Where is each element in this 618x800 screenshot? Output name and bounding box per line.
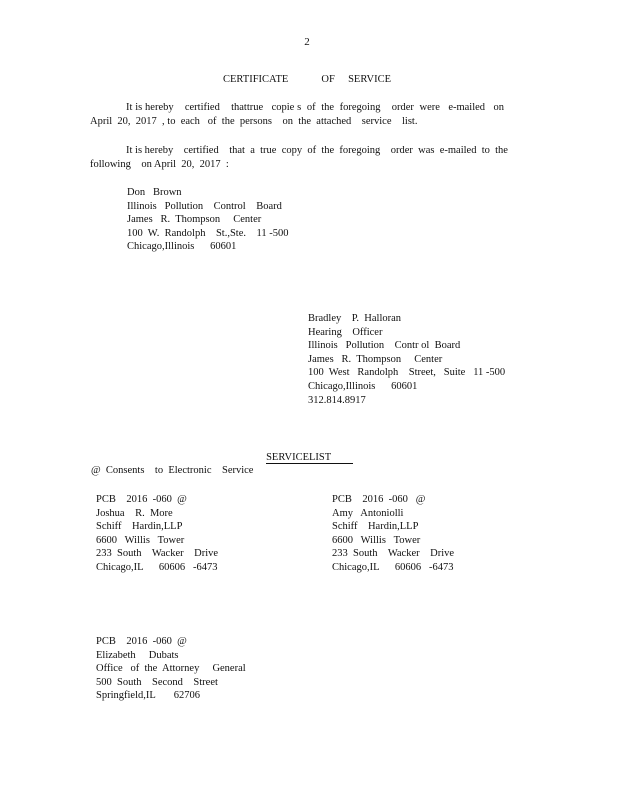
contact-line: 233 South Wacker Drive bbox=[96, 548, 219, 560]
service-list-title bbox=[0, 437, 614, 464]
paragraph-line: following on April 20, 2017 : bbox=[90, 158, 229, 170]
paragraph-line: It is hereby certified that a true copy of the foregoing order was e-mailed to the bbox=[126, 145, 508, 156]
signature-line: 100 West Randolph Street, Suite 11 -500 bbox=[308, 367, 506, 379]
signature-block bbox=[308, 312, 505, 407]
contact-line: 6600 Willis Tower bbox=[96, 534, 185, 546]
signature-line: Bradley P. Halloran bbox=[308, 313, 402, 324]
address-line: Chicago,Illinois 60601 bbox=[127, 241, 237, 253]
contact-line: Springfield,IL 62706 bbox=[96, 690, 201, 702]
signature-line: James R. Thompson Center bbox=[308, 353, 443, 365]
signature-line: 312.814.8917 bbox=[308, 394, 366, 406]
contact-line: 6600 Willis Tower bbox=[332, 534, 421, 546]
contact-line: Schiff Hardin,LLP bbox=[332, 521, 419, 533]
page-number: 2 bbox=[304, 36, 310, 48]
certificate-title: CERTIFICATE OF SERVICE bbox=[223, 74, 391, 85]
contact-line: Office of the Attorney General bbox=[96, 663, 246, 675]
contact-line: PCB 2016 -060 @ bbox=[96, 636, 187, 647]
service-contact bbox=[96, 493, 218, 575]
contact-line: Chicago,IL 60606 -6473 bbox=[332, 561, 454, 573]
contact-line: Elizabeth Dubats bbox=[96, 649, 179, 661]
contact-line: Amy Antoniolli bbox=[332, 507, 404, 519]
address-line: James R. Thompson Center bbox=[127, 214, 262, 226]
service-list-title-text: SERVICELIST bbox=[266, 452, 353, 464]
certificate-paragraph-2 bbox=[90, 144, 508, 171]
contact-line: Chicago,IL 60606 -6473 bbox=[96, 561, 218, 573]
signature-line: Illinois Pollution Contr ol Board bbox=[308, 340, 461, 352]
contact-line: 233 South Wacker Drive bbox=[332, 548, 455, 560]
contact-line: Joshua R. More bbox=[96, 507, 173, 519]
paragraph-line: April 20, 2017 , to each of the persons on the attached service list. bbox=[90, 115, 418, 127]
address-line: Don Brown bbox=[127, 187, 182, 198]
contact-line: PCB 2016 -060 @ bbox=[332, 494, 426, 505]
address-line: 100 W. Randolph St.,Ste. 11 -500 bbox=[127, 227, 289, 239]
signature-line: Chicago,Illinois 60601 bbox=[308, 380, 418, 392]
consent-note: @ Consents to Electronic Service bbox=[91, 465, 254, 476]
paragraph-line: It is hereby certified thattrue copie s of the foregoing order were e-mailed on bbox=[126, 102, 504, 113]
service-contact bbox=[332, 493, 454, 575]
contact-line: PCB 2016 -060 @ bbox=[96, 494, 187, 505]
contact-line: 500 South Second Street bbox=[96, 676, 218, 688]
recipient-address bbox=[127, 186, 289, 254]
signature-line: Hearing Officer bbox=[308, 326, 383, 338]
contact-line: Schiff Hardin,LLP bbox=[96, 521, 183, 533]
address-line: Illinois Pollution Control Board bbox=[127, 200, 282, 212]
certificate-paragraph-1 bbox=[90, 101, 504, 128]
service-contact bbox=[96, 635, 246, 703]
